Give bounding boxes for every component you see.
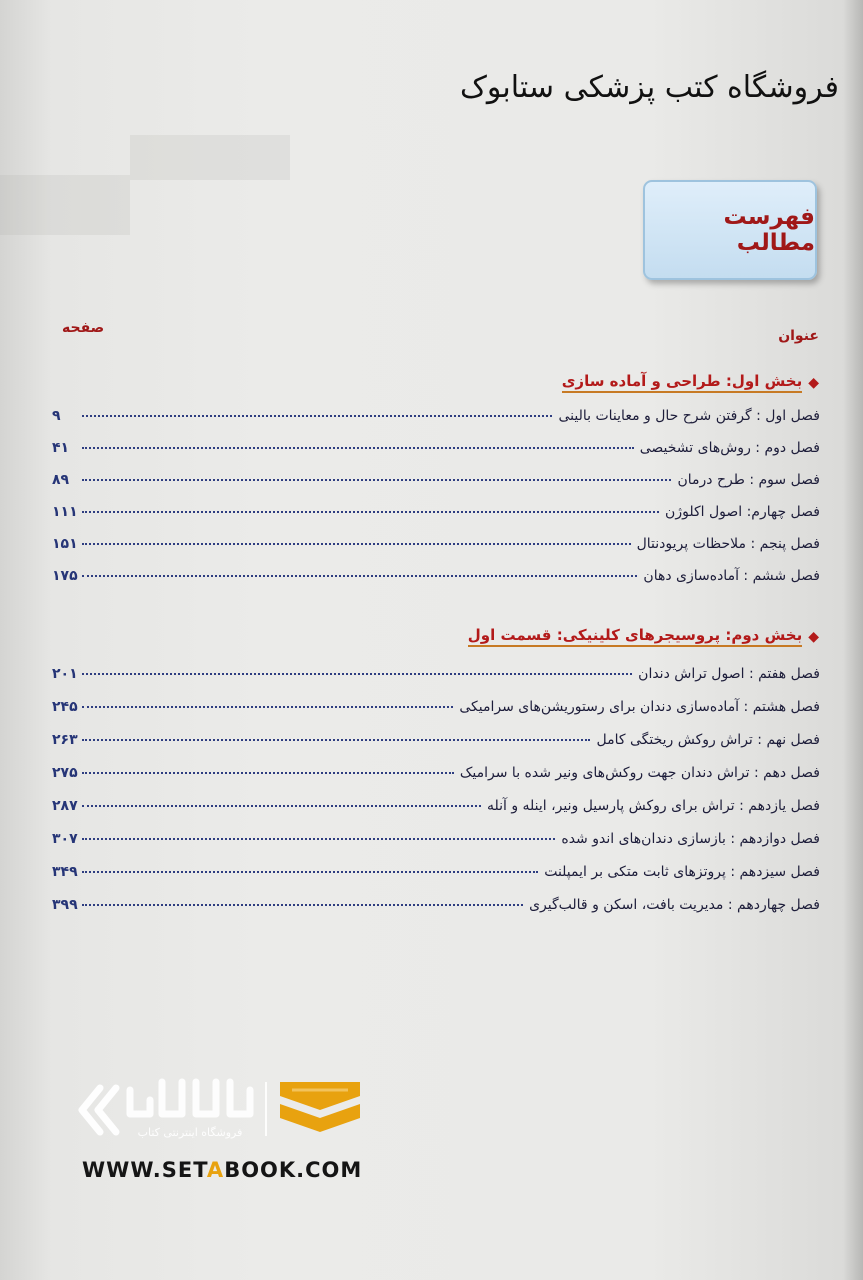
page-number: ۴۱ (52, 440, 70, 456)
chapter-title: فصل یازدهم : تراش برای روکش پارسیل ونیر، اینله و آنله (486, 798, 820, 814)
page-number: ۱۷۵ (52, 568, 78, 584)
page-number: ۲۴۵ (52, 699, 78, 715)
chapter-title: فصل دهم : تراش دندان جهت روکش‌های ونیر شده با سرامیک (459, 765, 820, 781)
page-number: ۱۱۱ (52, 504, 78, 520)
dot-leader (82, 479, 671, 481)
dot-leader (82, 415, 552, 417)
toc-entry[interactable] (52, 689, 820, 715)
chapter-title: فصل پنجم : ملاحظات پریودنتال (636, 536, 820, 552)
toc-entry[interactable] (52, 854, 820, 880)
column-header-title: عنوان (778, 328, 819, 344)
website-url-accent: A (206, 1158, 225, 1182)
dot-leader (82, 543, 631, 545)
toc-title-box (643, 180, 817, 280)
page-number: ۲۰۱ (52, 666, 78, 682)
section-heading-text: بخش دوم: پروسیجرهای کلینیکی: قسمت اول (468, 626, 802, 647)
dot-leader (82, 871, 538, 873)
page-number: ۳۹۹ (52, 897, 78, 913)
dot-leader (82, 904, 523, 906)
diamond-bullet-icon: ◆ (808, 374, 819, 391)
toc-entry[interactable] (52, 526, 820, 552)
chapter-title: فصل سوم : طرح درمان (677, 472, 820, 488)
chapter-title: فصل ششم : آماده‌سازی دهان (643, 568, 820, 584)
show-through-block (0, 175, 130, 235)
dot-leader (82, 706, 453, 708)
dot-leader (82, 805, 481, 807)
chapter-title: فصل نهم : تراش روکش ریختگی کامل (596, 732, 820, 748)
chapter-title: فصل چهاردهم : مدیریت بافت، اسکن و قالب‌گیری (529, 897, 820, 913)
page-number: ۳۴۹ (52, 864, 78, 880)
page-number: ۲۸۷ (52, 798, 78, 814)
page-number: ۲۶۳ (52, 732, 78, 748)
toc-entry[interactable] (52, 656, 820, 682)
show-through-block (130, 135, 290, 180)
chapter-title: فصل اول : گرفتن شرح حال و معاینات بالینی (558, 408, 820, 424)
page-number: ۹ (52, 408, 61, 424)
dot-leader (82, 447, 634, 449)
website-url-suffix: BOOK.COM (224, 1158, 363, 1182)
page-number: ۳۰۷ (52, 831, 78, 847)
toc-entry[interactable] (52, 494, 820, 520)
website-url-prefix: WWW.SET (82, 1158, 207, 1182)
setabook-logo (70, 1070, 370, 1150)
diamond-bullet-icon: ◆ (808, 628, 819, 645)
page-edge-shadow (843, 0, 863, 1280)
toc-entry[interactable] (52, 398, 820, 424)
dot-leader (82, 772, 454, 774)
toc-entry[interactable] (52, 430, 820, 456)
toc-entry[interactable] (52, 462, 820, 488)
chapter-title: فصل دوم : روش‌های تشخیصی (639, 440, 820, 456)
page-number: ۲۷۵ (52, 765, 78, 781)
crown-mark-icon (280, 1082, 360, 1132)
chapter-title: فصل چهارم: اصول اکلوژن (665, 504, 820, 520)
dot-leader (82, 575, 637, 577)
chapter-title: فصل هفتم : اصول تراش دندان (638, 666, 820, 682)
logo-subtitle: فروشگاه اینترنتی کتاب (137, 1126, 243, 1139)
chapter-title: فصل هشتم : آماده‌سازی دندان برای رستوریشن‌های سرامیکی (459, 699, 820, 715)
toc-entry[interactable] (52, 722, 820, 748)
dot-leader (82, 739, 590, 741)
website-url[interactable] (82, 1158, 362, 1182)
chapter-title: فصل دوازدهم : بازسازی دندان‌های اندو شده (561, 831, 820, 847)
chapter-title: فصل سیزدهم : پروتزهای ثابت متکی بر ایمپلنت (544, 864, 820, 880)
chevron-left-icon (98, 1088, 116, 1132)
toc-entry[interactable] (52, 558, 820, 584)
dot-leader (82, 673, 632, 675)
column-header-page: صفحه (62, 320, 105, 336)
section-heading (562, 372, 819, 393)
store-title: فروشگاه کتب پزشکی ستابوک (460, 70, 839, 105)
dot-leader (82, 838, 555, 840)
dot-leader (82, 511, 659, 513)
toc-entry[interactable] (52, 788, 820, 814)
toc-entry[interactable] (52, 755, 820, 781)
toc-entry[interactable] (52, 821, 820, 847)
page-number: ۱۵۱ (52, 536, 78, 552)
toc-entry[interactable] (52, 887, 820, 913)
section-heading (468, 626, 819, 647)
toc-title: فهرست مطالب (723, 204, 815, 256)
page-number: ۸۹ (52, 472, 70, 488)
section-heading-text: بخش اول: طراحی و آماده سازی (562, 372, 803, 393)
